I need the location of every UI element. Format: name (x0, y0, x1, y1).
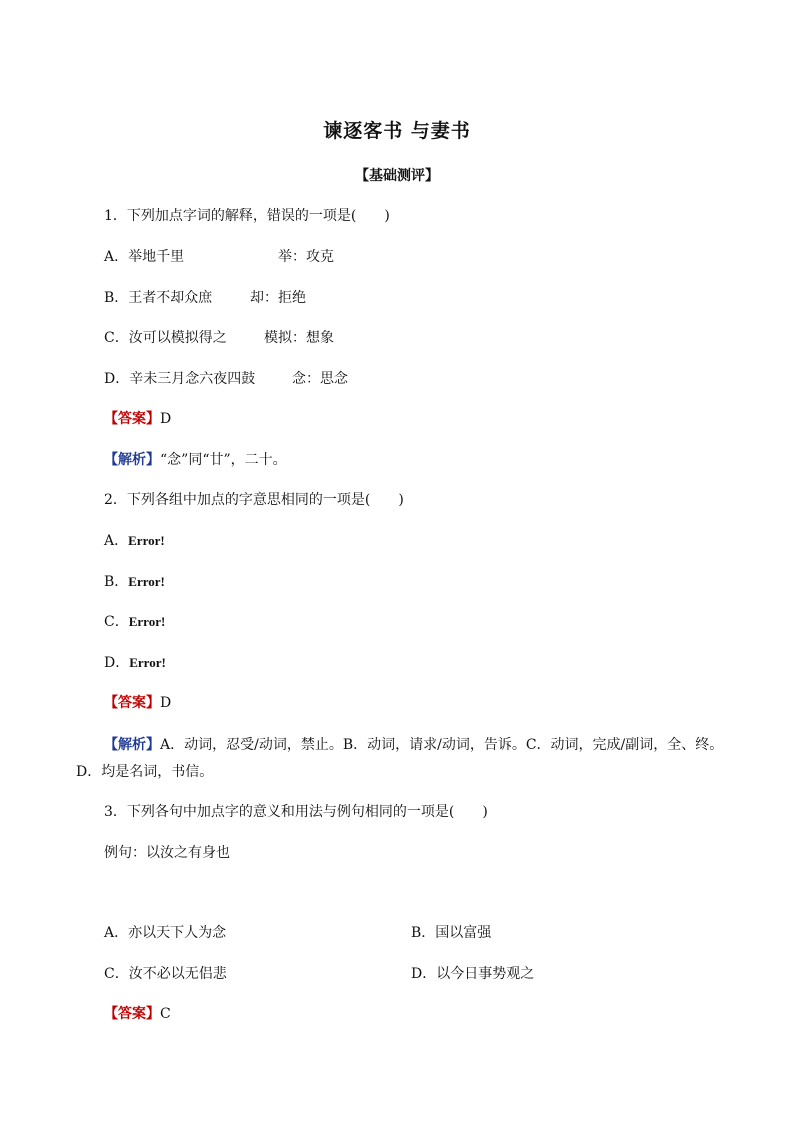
q1-answer (104, 410, 171, 428)
q2-analysis (104, 736, 723, 754)
answer-label: 【答案】 (104, 695, 160, 711)
q1-analysis (104, 451, 287, 469)
q2-answer (104, 694, 171, 712)
q2-option-d (104, 654, 166, 672)
q3-stem: 3．下列各句中加点字的意义和用法与例句相同的一项是( ) (104, 804, 488, 820)
q2-analysis-continued: D．均是名词，书信。 (76, 764, 214, 780)
q1-option-d: D．辛未三月念六夜四鼓 (104, 371, 256, 387)
q1-option-c-gloss: 模拟：想象 (264, 330, 334, 346)
option-error-text: Error! (129, 655, 166, 670)
q1-option-c: C．汝可以模拟得之 (104, 330, 227, 346)
document-title: 谏逐客书 与妻书 (323, 120, 471, 142)
option-letter: C． (104, 614, 129, 630)
analysis-label: 【解析】 (104, 452, 160, 468)
q2-option-c (104, 613, 165, 631)
analysis-text: A．动词，忍受/动词，禁止。B．动词，请求/动词，告诉。C．动词，完成/副词，全、终。 (160, 737, 724, 753)
option-error-text: Error! (128, 533, 165, 548)
q1-option-b: B．王者不却众庶 (104, 290, 213, 306)
answer-value: C (160, 1006, 171, 1022)
analysis-label: 【解析】 (104, 737, 160, 753)
q1-stem: 1．下列加点字词的解释，错误的一项是( ) (104, 208, 390, 224)
option-error-text: Error! (128, 614, 166, 629)
q3-answer (104, 1005, 171, 1023)
option-letter: A． (104, 533, 129, 549)
answer-value: D (160, 695, 172, 711)
q3-example: 例句：以汝之有身也 (104, 845, 230, 861)
q1-option-a-gloss: 举：攻克 (278, 249, 334, 265)
q1-option-b-gloss: 却：拒绝 (250, 290, 306, 306)
q3-option-a: A．亦以天下人为念 (104, 925, 227, 941)
q1-option-a: A．举地千里 (104, 249, 185, 265)
q3-option-d: D．以今日事势观之 (411, 966, 535, 982)
q2-option-b (104, 573, 165, 591)
q2-stem: 2．下列各组中加点的字意思相同的一项是( ) (104, 492, 404, 508)
answer-label: 【答案】 (104, 411, 160, 427)
q2-option-a (104, 532, 165, 550)
analysis-text: “念”同“廿”，二十。 (160, 452, 287, 468)
q1-option-d-gloss: 念：思念 (292, 371, 348, 387)
option-letter: D． (104, 655, 130, 671)
answer-value: D (160, 411, 172, 427)
section-heading: 【基础测评】 (355, 168, 439, 184)
q3-option-b: B．国以富强 (411, 925, 492, 941)
q3-option-c: C．汝不必以无侣悲 (104, 966, 227, 982)
option-error-text: Error! (128, 574, 165, 589)
option-letter: B． (104, 574, 129, 590)
answer-label: 【答案】 (104, 1006, 160, 1022)
